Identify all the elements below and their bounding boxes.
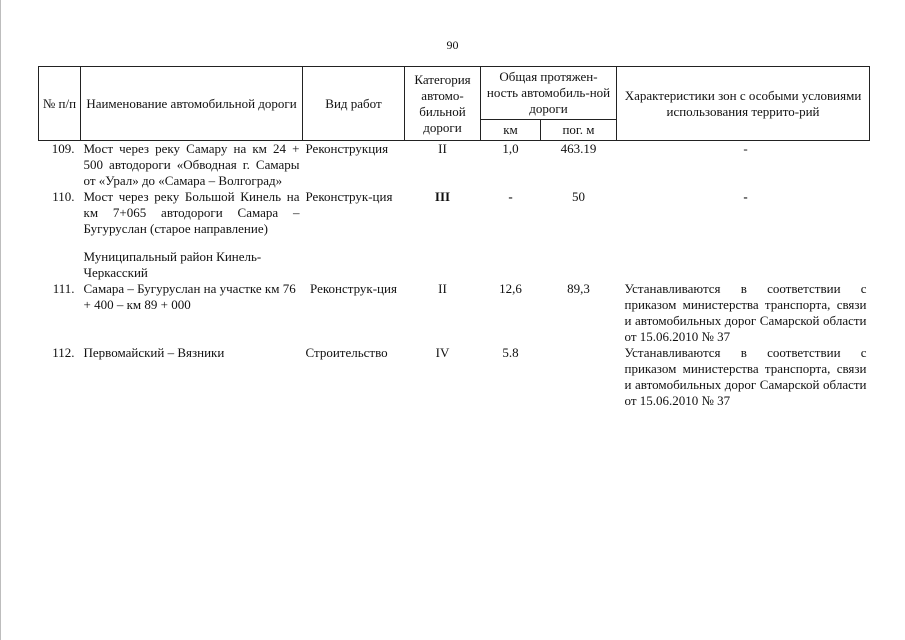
row-km: 1,0 [502,141,519,156]
table-body [39,141,870,410]
header-name: Наименование автомобильной дороги [81,67,303,141]
row-work: Строительство [305,345,388,360]
header-num: № п/п [39,67,81,141]
row-zones: - [743,189,748,204]
roads-table [38,66,870,409]
header-work: Вид работ [303,67,405,141]
row-km: 12,6 [499,281,522,296]
table-row [39,189,870,281]
row-work: Реконструкция [305,141,389,156]
header-km: км [481,120,541,141]
row-name: Мост через реку Большой Кинель на км 7+065 автодороги Самара – Бугуруслан (старое направление) [83,189,300,236]
row-num: 112. [52,345,75,360]
row-work: Реконструк-ция [305,189,393,204]
row-m: 50 [572,189,585,204]
row-num: 109. [51,141,75,156]
table-row [39,345,870,409]
row-category: II [438,281,447,296]
row-m: 463.19 [560,141,597,156]
row-name: Первомайский – Вязники [83,345,225,360]
row-category: IV [435,345,450,360]
table-row [39,141,870,190]
row-km: 5.8 [502,345,519,360]
row-work: Реконструк-ция [310,281,397,296]
row-zones: Устанавливаются в соответствии с приказом министерства транспорта, связи и автомобильных дорог Самарской области от 15.06.2010 № 37 [624,281,867,344]
row-num: 110. [52,189,75,204]
header-length: Общая протяжен-ность автомобиль-ной дороги [481,67,617,120]
page-number: 90 [446,38,459,52]
page-left-edge [0,0,1,640]
row-m [541,345,617,409]
table-header [39,67,870,141]
row-category: III [434,189,451,204]
row-category: II [438,141,447,156]
row-name: Мост через реку Самару на км 24 + 500 автодороги «Обводная г. Самары от «Урал» до «Самара – Волгоград» [83,141,300,188]
row-zones: Устанавливаются в соответствии с приказом министерства транспорта, связи и автомобильных дорог Самарской области от 15.06.2010 № 37 [624,345,867,408]
row-name-cell [81,189,303,281]
row-district-note: Муниципальный район Кинель-Черкасский [83,249,262,280]
header-m: пог. м [541,120,617,141]
header-category: Категория автомо-бильной дороги [405,67,481,141]
table-row [39,281,870,345]
row-num: 111. [52,281,75,296]
header-zones: Характеристики зон с особыми условиями использования террито-рий [617,67,870,141]
row-zones: - [743,141,748,156]
row-m: 89,3 [567,281,590,296]
row-name: Самара – Бугуруслан на участке км 76 + 400 – км 89 + 000 [83,281,296,312]
row-km: - [508,189,513,204]
